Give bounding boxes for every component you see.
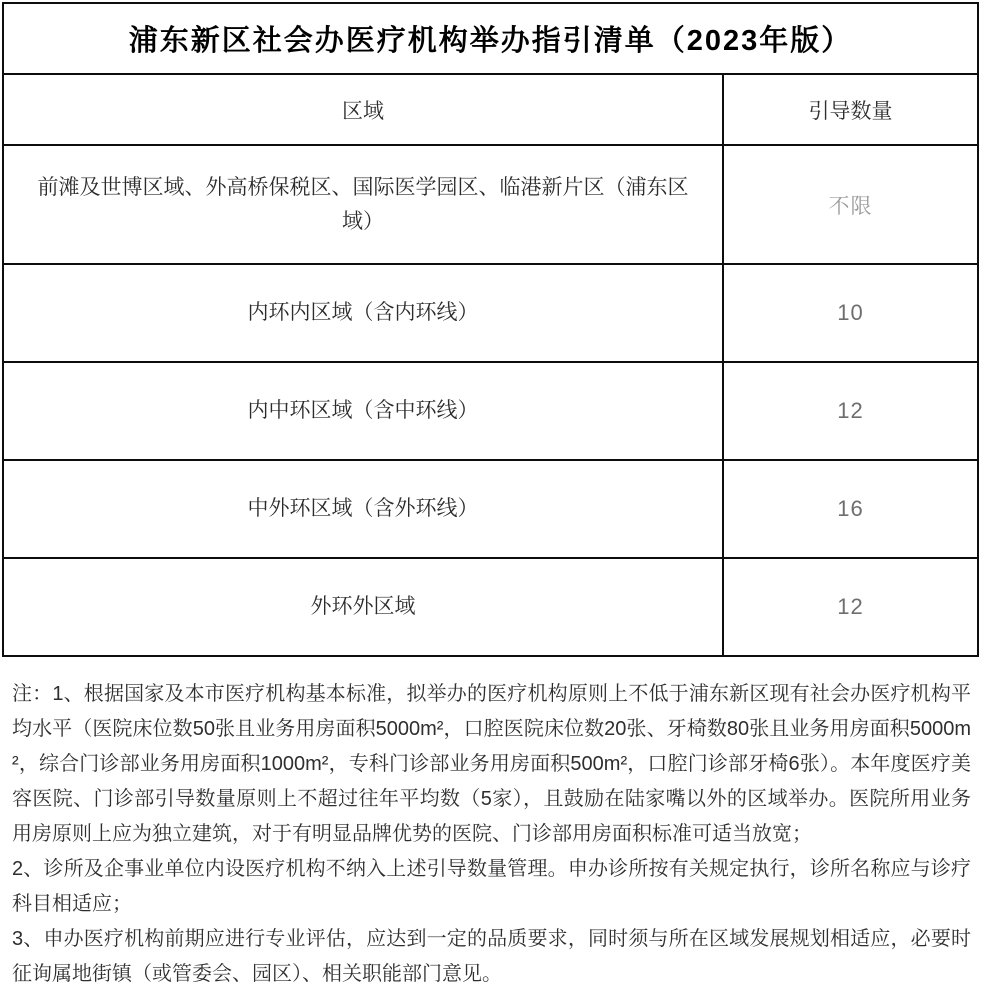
column-header-region: 区域 xyxy=(3,74,723,145)
quota-cell: 12 xyxy=(723,362,978,460)
note-item-2: 2、诊所及企事业单位内设医疗机构不纳入上述引导数量管理。申办诊所按有关规定执行，诊所名称应与诊疗科目相适应； xyxy=(12,858,971,915)
note-item-3: 3、申办医疗机构前期应进行专业评估，应达到一定的品质要求，同时须与所在区域发展规划相适应，必要时征询属地街镇（或管委会、园区）、相关职能部门意见。 xyxy=(12,928,971,985)
title-row xyxy=(3,3,978,74)
notes-section xyxy=(6,657,977,992)
quota-cell: 10 xyxy=(723,264,978,362)
table-row xyxy=(3,145,978,264)
region-cell: 中外环区域（含外环线） xyxy=(3,460,723,558)
document-page xyxy=(0,2,983,983)
table-header-row xyxy=(3,74,978,145)
table-row xyxy=(3,460,978,558)
column-header-quota: 引导数量 xyxy=(723,74,978,145)
quota-cell: 16 xyxy=(723,460,978,558)
table-row xyxy=(3,264,978,362)
region-cell: 内环内区域（含内环线） xyxy=(3,264,723,362)
table-row xyxy=(3,558,978,656)
guidance-table xyxy=(2,2,979,657)
region-cell: 外环外区域 xyxy=(3,558,723,656)
page-title: 浦东新区社会办医疗机构举办指引清单（2023年版） xyxy=(3,3,978,74)
table-row xyxy=(3,362,978,460)
quota-cell: 12 xyxy=(723,558,978,656)
quota-cell: 不限 xyxy=(723,145,978,264)
region-cell: 内中环区域（含中环线） xyxy=(3,362,723,460)
region-cell: 前滩及世博区域、外高桥保税区、国际医学园区、临港新片区（浦东区域） xyxy=(3,145,723,264)
note-item-1: 注：1、根据国家及本市医疗机构基本标准，拟举办的医疗机构原则上不低于浦东新区现有社会办医疗机构平均水平（医院床位数50张且业务用房面积5000m²，口腔医院床位数20张、牙椅数80张且业务用房面积5000m²，综合门诊部业务用房面积1000m²，专科门诊部业务用房面积500m²，口腔门诊部牙椅6张）。本年度医疗美容医院、门诊部引导数量原则上不超过往年平均数（5家），且鼓励在陆家嘴以外的区域举办。医院所用业务用房原则上应为独立建筑，对于有明显品牌优势的医院、门诊部用房面积标准可适当放宽； xyxy=(12,683,971,845)
